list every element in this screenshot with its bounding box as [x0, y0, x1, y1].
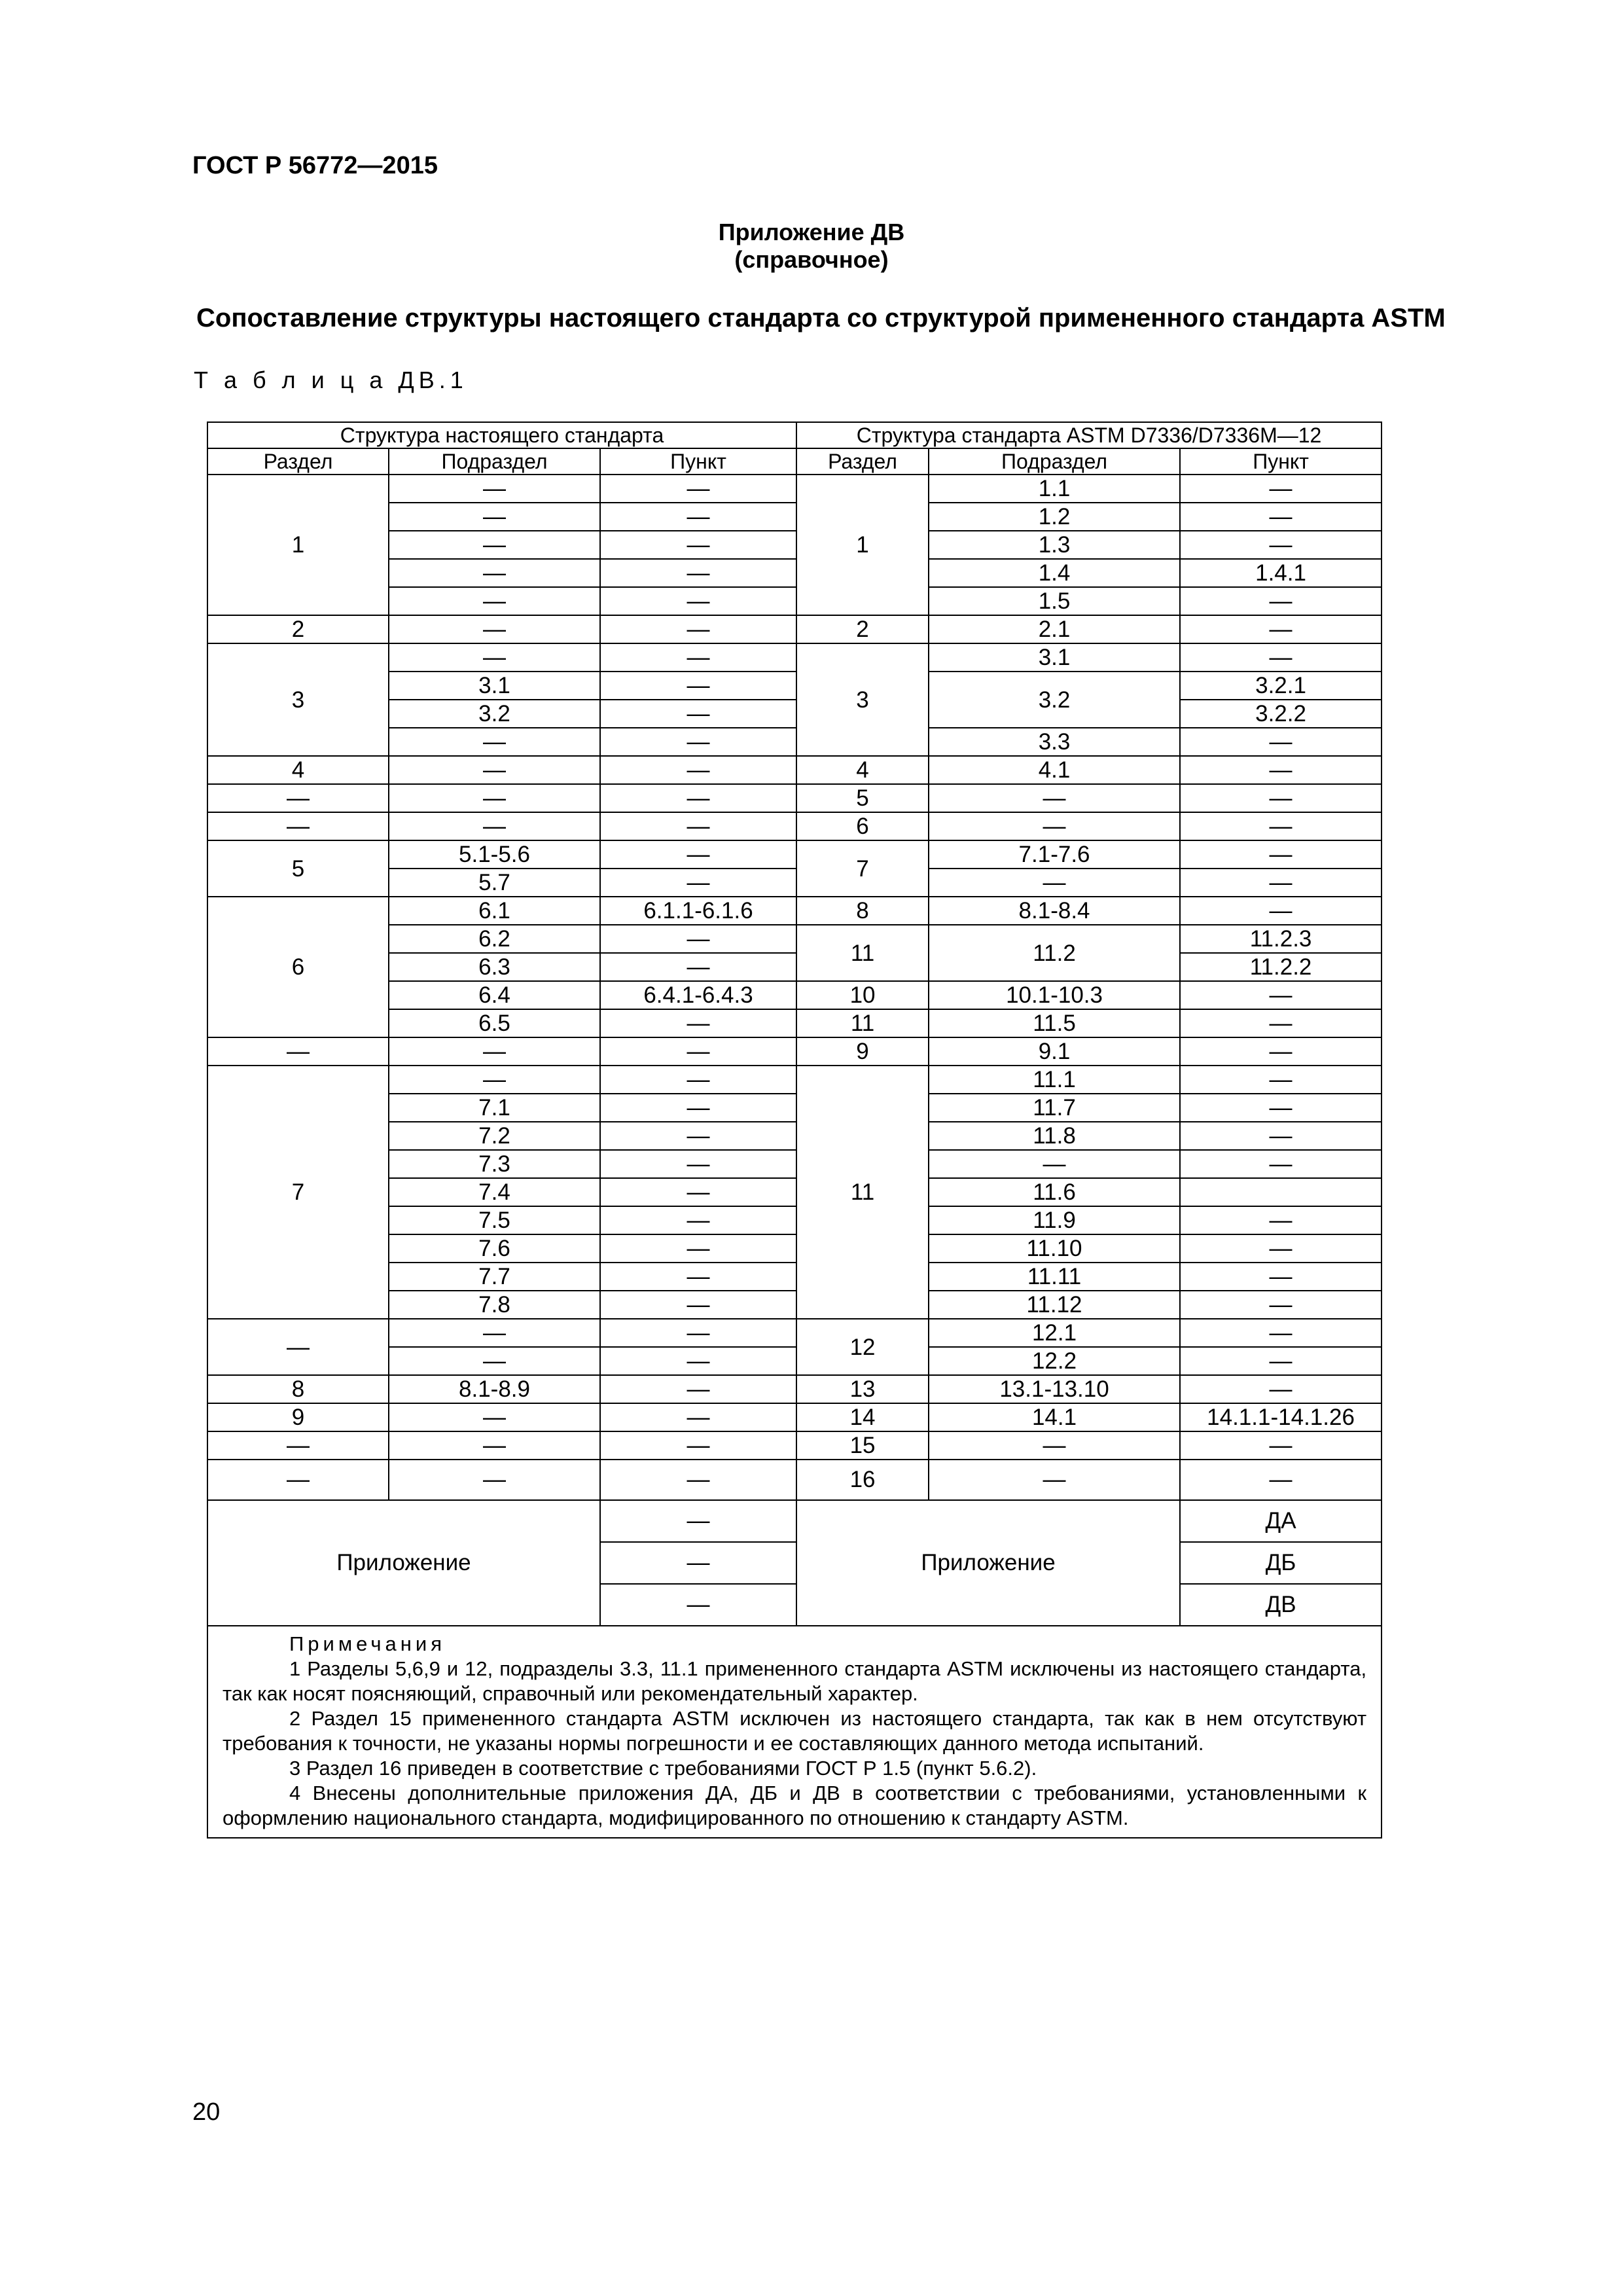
document-header: ГОСТ Р 56772—2015 [192, 152, 438, 179]
section-cell: 8 [207, 1375, 389, 1403]
item-cell: — [600, 1319, 796, 1347]
astm-subsection-cell: 1.1 [929, 475, 1180, 503]
astm-subsection-cell: 12.2 [929, 1347, 1180, 1375]
astm-subsection-cell: — [929, 1460, 1180, 1500]
item-cell: — [600, 559, 796, 587]
item-cell: — [600, 1460, 796, 1500]
astm-subsection-cell: 11.8 [929, 1122, 1180, 1150]
astm-subsection-cell: 1.4 [929, 559, 1180, 587]
astm-item-cell [1180, 1178, 1382, 1206]
astm-subsection-cell: 3.1 [929, 643, 1180, 672]
table-row [207, 1066, 1382, 1094]
subsection-cell: 7.6 [389, 1234, 600, 1263]
page-title: Сопоставление структуры настоящего стандарта со структурой примененного стандарта ASTM [196, 304, 1446, 332]
subsection-cell: — [389, 1403, 600, 1431]
item-cell: — [600, 1037, 796, 1066]
item-cell: — [600, 1206, 796, 1234]
item-cell: — [600, 1347, 796, 1375]
section-cell: — [207, 1460, 389, 1500]
note-item: 4 Внесены дополнительные приложения ДА, ДБ и ДВ в соответствии с требованиями, установленными к оформлению национального стандарта, модифицированного по отношению к стандарту ASTM. [223, 1782, 1367, 1829]
astm-subsection-cell: 1.3 [929, 531, 1180, 559]
astm-section-cell: 1 [796, 475, 929, 615]
item-cell: — [600, 1291, 796, 1319]
astm-item-cell: — [1180, 1319, 1382, 1347]
astm-item-cell: — [1180, 1375, 1382, 1403]
subsection-cell: 7.7 [389, 1263, 600, 1291]
astm-subsection-cell: — [929, 812, 1180, 840]
table-row [207, 1460, 1382, 1500]
astm-section-cell: 10 [796, 981, 929, 1009]
subsection-cell: 7.2 [389, 1122, 600, 1150]
astm-item-cell: — [1180, 756, 1382, 784]
subsection-cell: — [389, 1460, 600, 1500]
astm-subsection-cell: 3.2 [929, 672, 1180, 728]
subsection-cell: 5.1-5.6 [389, 840, 600, 869]
astm-item-cell: — [1180, 587, 1382, 615]
table-row [207, 1403, 1382, 1431]
astm-item-cell: 11.2.3 [1180, 925, 1382, 953]
astm-subsection-cell: 11.2 [929, 925, 1180, 981]
notes-row [207, 1626, 1382, 1838]
astm-item-cell: — [1180, 1206, 1382, 1234]
subsection-cell: — [389, 503, 600, 531]
col-header-section: Раздел [207, 448, 389, 475]
astm-section-cell: 11 [796, 1009, 929, 1037]
astm-subsection-cell: 14.1 [929, 1403, 1180, 1431]
section-cell: 9 [207, 1403, 389, 1431]
group-right-header: Структура стандарта ASTM D7336/D7336M—12 [796, 422, 1382, 448]
table-row [207, 615, 1382, 643]
astm-item-cell: — [1180, 615, 1382, 643]
astm-item-cell: — [1180, 812, 1382, 840]
astm-section-cell: 5 [796, 784, 929, 812]
astm-subsection-cell: — [929, 784, 1180, 812]
subsection-cell: 6.2 [389, 925, 600, 953]
section-cell: — [207, 1431, 389, 1460]
astm-item-cell: — [1180, 784, 1382, 812]
subsection-cell: — [389, 1431, 600, 1460]
astm-item-cell: 11.2.2 [1180, 953, 1382, 981]
notes-cell [207, 1626, 1382, 1838]
astm-section-cell: 16 [796, 1460, 929, 1500]
table-row [207, 784, 1382, 812]
item-cell: — [600, 503, 796, 531]
astm-item-cell: 1.4.1 [1180, 559, 1382, 587]
item-cell: — [600, 1263, 796, 1291]
astm-section-cell: 12 [796, 1319, 929, 1375]
item-cell: — [600, 700, 796, 728]
astm-item-cell: — [1180, 503, 1382, 531]
subsection-cell: — [389, 1037, 600, 1066]
item-cell: — [600, 728, 796, 756]
section-cell: 6 [207, 897, 389, 1037]
astm-item-cell: — [1180, 531, 1382, 559]
table-row [207, 1319, 1382, 1347]
section-cell: — [207, 1037, 389, 1066]
group-left-header: Структура настоящего стандарта [207, 422, 796, 448]
section-cell: — [207, 1319, 389, 1375]
item-cell: — [600, 1066, 796, 1094]
subsection-cell: — [389, 475, 600, 503]
item-cell: — [600, 1122, 796, 1150]
subsection-cell: 7.4 [389, 1178, 600, 1206]
astm-item-cell: — [1180, 1460, 1382, 1500]
subsection-cell: 6.5 [389, 1009, 600, 1037]
section-cell: 1 [207, 475, 389, 615]
astm-subsection-cell: 7.1-7.6 [929, 840, 1180, 869]
item-cell: — [600, 756, 796, 784]
item-cell: — [600, 1178, 796, 1206]
col-header-astm-section: Раздел [796, 448, 929, 475]
table-row [207, 812, 1382, 840]
appendix-row [207, 1500, 1382, 1542]
astm-section-cell: 15 [796, 1431, 929, 1460]
table-body [207, 475, 1382, 1500]
astm-item-cell: — [1180, 981, 1382, 1009]
note-item: 1 Разделы 5,6,9 и 12, подразделы 3.3, 11.1 примененного стандарта ASTM исключены из настоящего стандарта, так как носят поясняющий, справочный или рекомендательный характер. [223, 1657, 1367, 1705]
col-header-subsection: Подраздел [389, 448, 600, 475]
section-cell: 5 [207, 840, 389, 897]
subsection-cell: 6.3 [389, 953, 600, 981]
item-cell: — [600, 1375, 796, 1403]
table-group-header-row [207, 422, 1382, 448]
astm-item-cell: — [1180, 1431, 1382, 1460]
subsection-cell: — [389, 587, 600, 615]
astm-item-cell: — [1180, 643, 1382, 672]
subsection-cell: — [389, 559, 600, 587]
astm-section-cell: 11 [796, 1066, 929, 1319]
table-row [207, 897, 1382, 925]
item-cell: — [600, 531, 796, 559]
astm-subsection-cell: 11.11 [929, 1263, 1180, 1291]
appendix-left-item: — [600, 1542, 796, 1584]
astm-subsection-cell: 8.1-8.4 [929, 897, 1180, 925]
astm-item-cell: — [1180, 1291, 1382, 1319]
item-cell: — [600, 615, 796, 643]
astm-item-cell: — [1180, 1066, 1382, 1094]
note-item: 2 Раздел 15 примененного стандарта ASTM исключен из настоящего стандарта, так как в нем отсутствуют требования к точности, не указаны нормы погрешности и ее составляющих данного метода испытаний. [223, 1707, 1367, 1755]
item-cell: — [600, 1150, 796, 1178]
astm-item-cell: 3.2.2 [1180, 700, 1382, 728]
astm-subsection-cell: 11.1 [929, 1066, 1180, 1094]
subsection-cell: 6.1 [389, 897, 600, 925]
astm-item-cell: — [1180, 1263, 1382, 1291]
subsection-cell: — [389, 728, 600, 756]
subsection-cell: 7.5 [389, 1206, 600, 1234]
subsection-cell: — [389, 615, 600, 643]
item-cell: — [600, 784, 796, 812]
astm-subsection-cell: 9.1 [929, 1037, 1180, 1066]
astm-subsection-cell: 3.3 [929, 728, 1180, 756]
astm-item-cell: — [1180, 897, 1382, 925]
table-row [207, 1375, 1382, 1403]
subsection-cell: — [389, 784, 600, 812]
astm-item-cell: — [1180, 728, 1382, 756]
subsection-cell: 7.3 [389, 1150, 600, 1178]
astm-item-cell: 3.2.1 [1180, 672, 1382, 700]
astm-section-cell: 14 [796, 1403, 929, 1431]
subsection-cell: 8.1-8.9 [389, 1375, 600, 1403]
appendix-right-item: ДА [1180, 1500, 1382, 1542]
item-cell: 6.4.1-6.4.3 [600, 981, 796, 1009]
astm-section-cell: 9 [796, 1037, 929, 1066]
item-cell: — [600, 475, 796, 503]
astm-section-cell: 2 [796, 615, 929, 643]
astm-subsection-cell: — [929, 1150, 1180, 1178]
item-cell: — [600, 869, 796, 897]
subsection-cell: — [389, 643, 600, 672]
astm-subsection-cell: 11.5 [929, 1009, 1180, 1037]
astm-subsection-cell: 1.2 [929, 503, 1180, 531]
table-row [207, 643, 1382, 672]
appendix-right-item: ДВ [1180, 1584, 1382, 1626]
astm-section-cell: 3 [796, 643, 929, 756]
note-item: 3 Раздел 16 приведен в соответствие с требованиями ГОСТ Р 1.5 (пункт 5.6.2). [289, 1757, 1037, 1780]
item-cell: — [600, 587, 796, 615]
astm-subsection-cell: 11.12 [929, 1291, 1180, 1319]
section-cell: — [207, 812, 389, 840]
subsection-cell: — [389, 1347, 600, 1375]
subsection-cell: 7.1 [389, 1094, 600, 1122]
astm-item-cell: 14.1.1-14.1.26 [1180, 1403, 1382, 1431]
astm-subsection-cell: 11.10 [929, 1234, 1180, 1263]
subsection-cell: 5.7 [389, 869, 600, 897]
astm-section-cell: 13 [796, 1375, 929, 1403]
subsection-cell: 7.8 [389, 1291, 600, 1319]
subsection-cell: 3.2 [389, 700, 600, 728]
astm-subsection-cell: 11.6 [929, 1178, 1180, 1206]
table-row [207, 475, 1382, 503]
appendix-left-item: — [600, 1500, 796, 1542]
table-row [207, 1431, 1382, 1460]
table-row [207, 840, 1382, 869]
astm-subsection-cell: 2.1 [929, 615, 1180, 643]
col-header-item: Пункт [600, 448, 796, 475]
section-cell: 4 [207, 756, 389, 784]
item-cell: — [600, 1403, 796, 1431]
item-cell: — [600, 812, 796, 840]
table-caption: Т а б л и ц а ДВ.1 [194, 367, 468, 393]
astm-section-cell: 4 [796, 756, 929, 784]
section-cell: 2 [207, 615, 389, 643]
item-cell: 6.1.1-6.1.6 [600, 897, 796, 925]
item-cell: — [600, 1234, 796, 1263]
item-cell: — [600, 1094, 796, 1122]
appendix-subtitle: (справочное) [734, 246, 889, 273]
item-cell: — [600, 840, 796, 869]
subsection-cell: — [389, 756, 600, 784]
item-cell: — [600, 1009, 796, 1037]
table-column-header-row [207, 448, 1382, 475]
item-cell: — [600, 643, 796, 672]
subsection-cell: 3.1 [389, 672, 600, 700]
astm-section-cell: 8 [796, 897, 929, 925]
astm-item-cell: — [1180, 1347, 1382, 1375]
astm-subsection-cell: — [929, 1431, 1180, 1460]
item-cell: — [600, 1431, 796, 1460]
subsection-cell: — [389, 812, 600, 840]
table-row [207, 1037, 1382, 1066]
section-cell: 3 [207, 643, 389, 756]
astm-item-cell: — [1180, 1009, 1382, 1037]
notes-title: Примечания [289, 1632, 446, 1655]
comparison-table [207, 422, 1382, 1839]
appendix-right-label: Приложение [796, 1500, 1180, 1626]
astm-subsection-cell: 4.1 [929, 756, 1180, 784]
subsection-cell: 6.4 [389, 981, 600, 1009]
table-row [207, 756, 1382, 784]
subsection-cell: — [389, 1319, 600, 1347]
astm-item-cell: — [1180, 1094, 1382, 1122]
astm-subsection-cell: 10.1-10.3 [929, 981, 1180, 1009]
appendix-left-label: Приложение [207, 1500, 600, 1626]
item-cell: — [600, 672, 796, 700]
item-cell: — [600, 925, 796, 953]
appendix-left-item: — [600, 1584, 796, 1626]
astm-subsection-cell: 11.9 [929, 1206, 1180, 1234]
astm-subsection-cell: 1.5 [929, 587, 1180, 615]
astm-item-cell: — [1180, 1234, 1382, 1263]
astm-subsection-cell: 11.7 [929, 1094, 1180, 1122]
astm-item-cell: — [1180, 1037, 1382, 1066]
astm-item-cell: — [1180, 869, 1382, 897]
col-header-astm-item: Пункт [1180, 448, 1382, 475]
astm-section-cell: 11 [796, 925, 929, 981]
appendix-right-item: ДБ [1180, 1542, 1382, 1584]
astm-subsection-cell: 13.1-13.10 [929, 1375, 1180, 1403]
astm-section-cell: 7 [796, 840, 929, 897]
astm-item-cell: — [1180, 475, 1382, 503]
astm-subsection-cell: — [929, 869, 1180, 897]
page-number: 20 [192, 2098, 221, 2126]
item-cell: — [600, 953, 796, 981]
astm-item-cell: — [1180, 840, 1382, 869]
astm-item-cell: — [1180, 1150, 1382, 1178]
astm-item-cell: — [1180, 1122, 1382, 1150]
astm-subsection-cell: 12.1 [929, 1319, 1180, 1347]
section-cell: 7 [207, 1066, 389, 1319]
subsection-cell: — [389, 531, 600, 559]
appendix-title: Приложение ДВ [718, 219, 905, 245]
subsection-cell: — [389, 1066, 600, 1094]
section-cell: — [207, 784, 389, 812]
col-header-astm-subsection: Подраздел [929, 448, 1180, 475]
astm-section-cell: 6 [796, 812, 929, 840]
